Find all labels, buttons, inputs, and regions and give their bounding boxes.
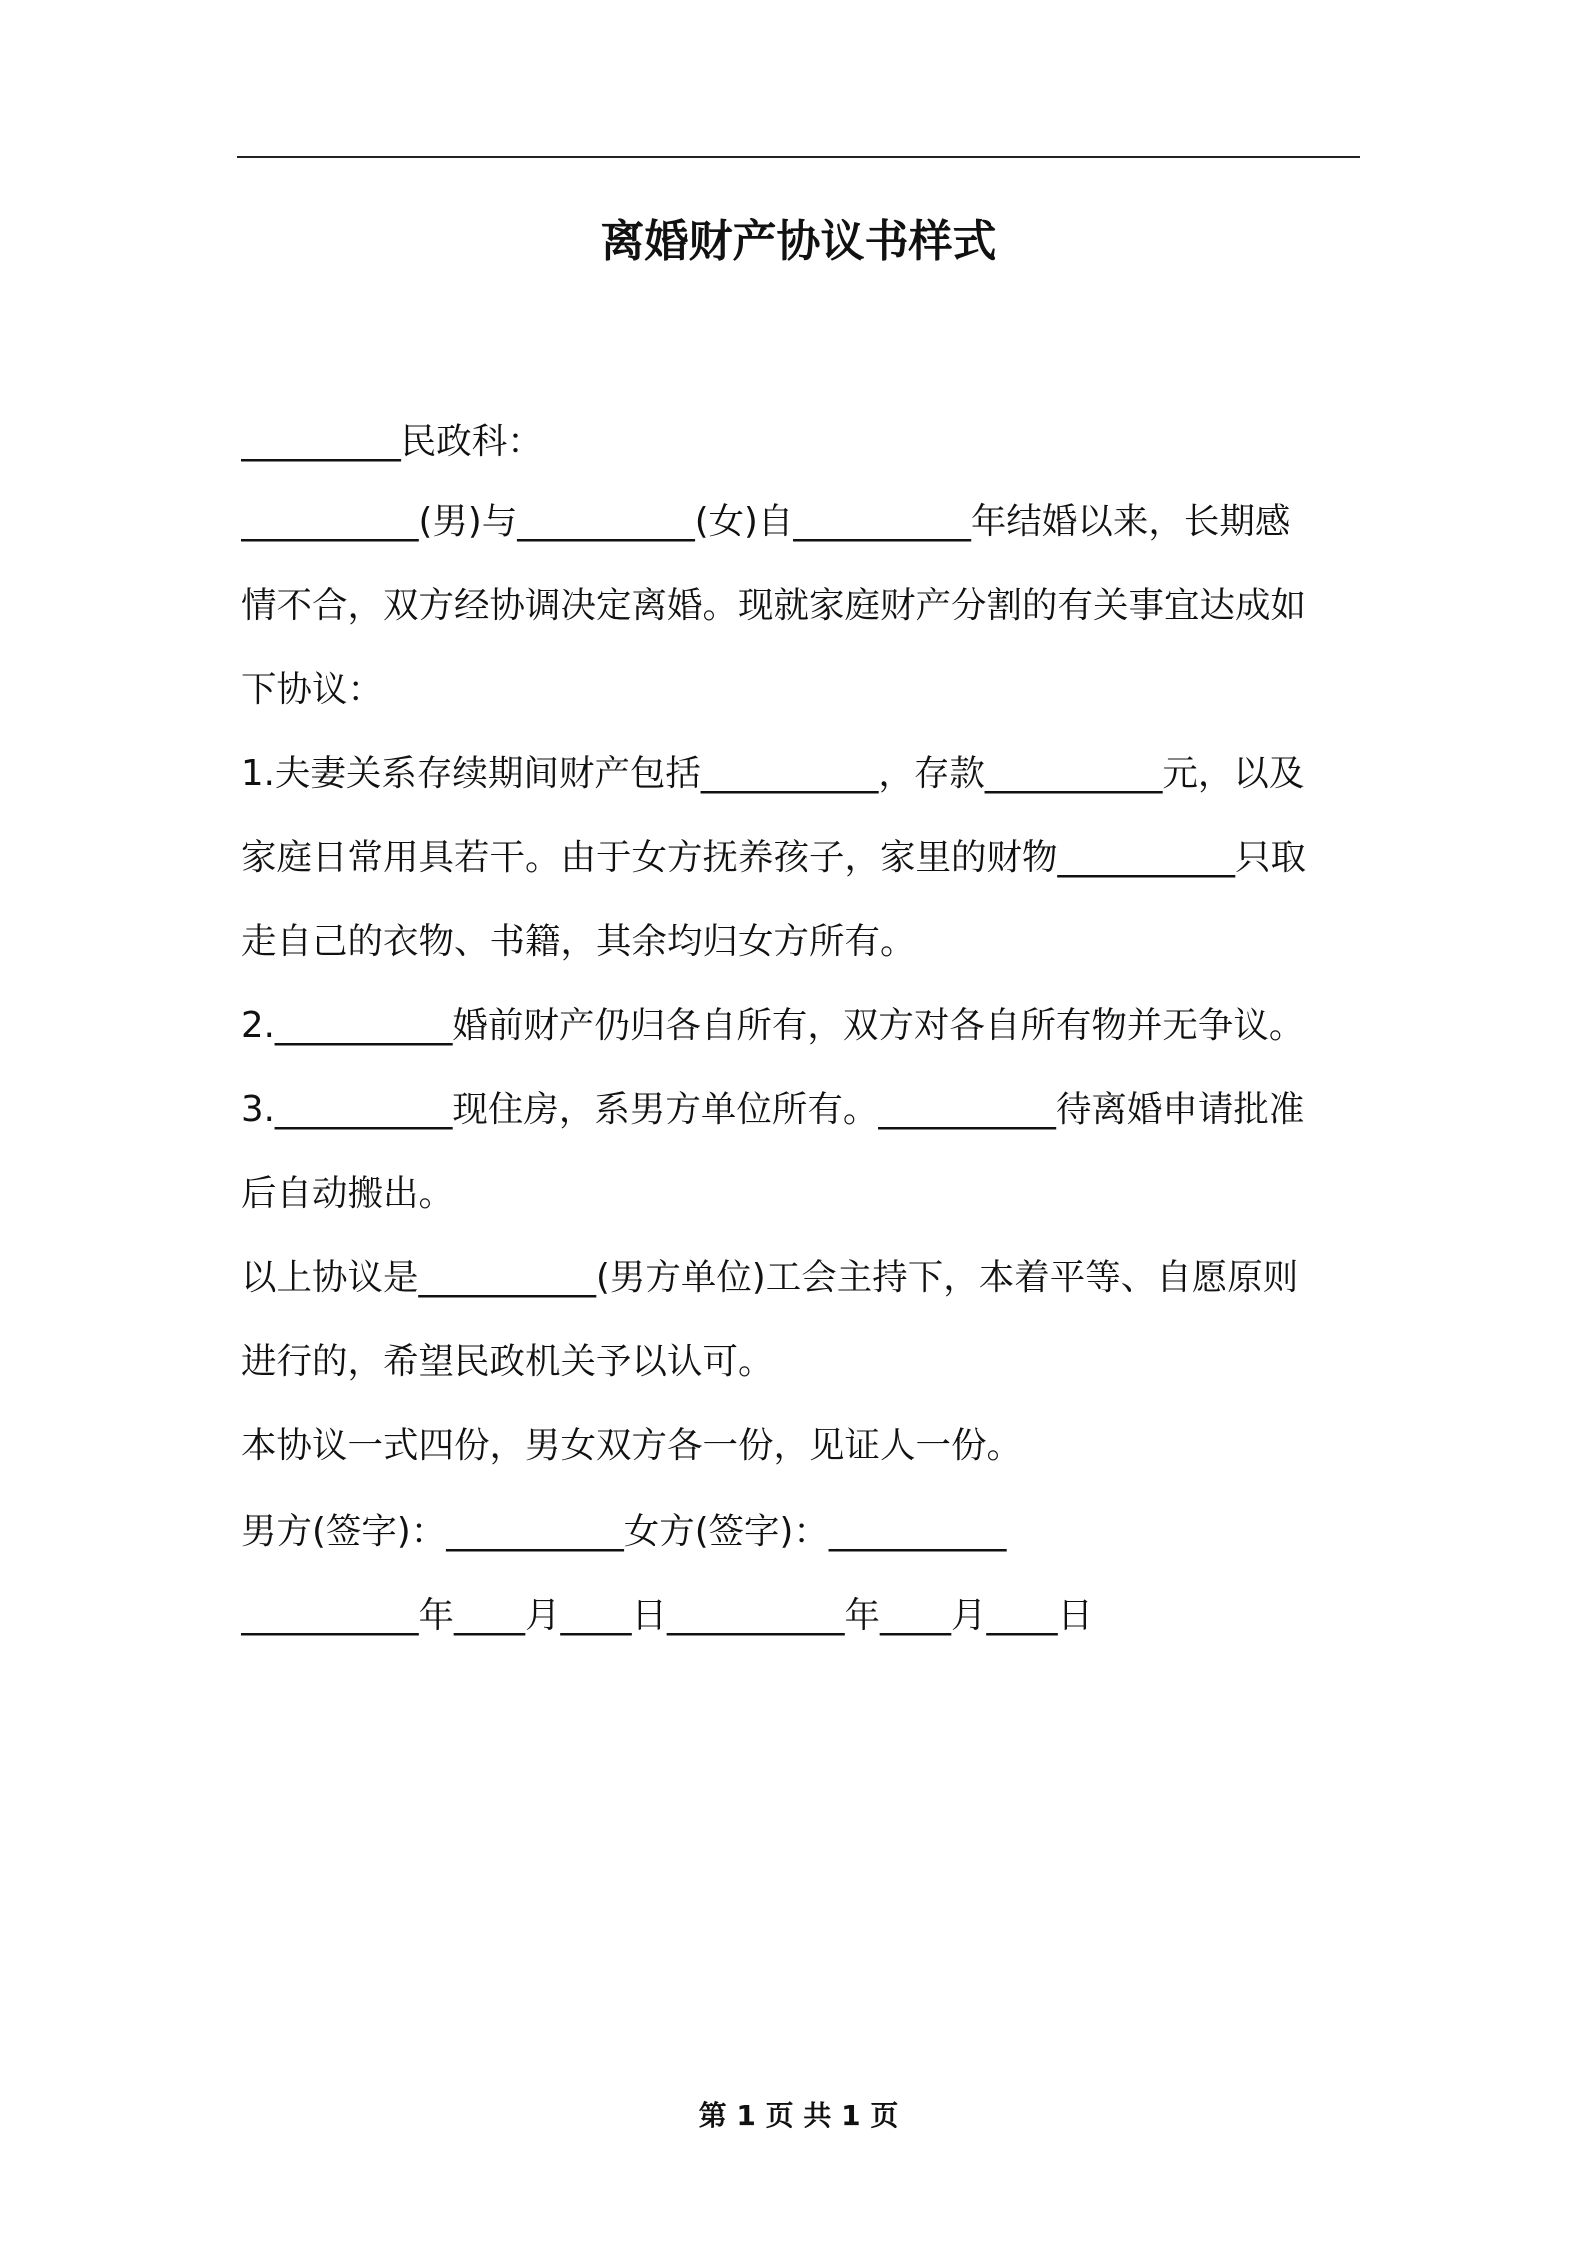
document-body <box>241 400 1361 484</box>
document-title: 离婚财产协议书样式 <box>600 216 997 267</box>
header-rule <box>237 156 1360 158</box>
text-line: 走自己的衣物、书籍，其余均归女方所有。 <box>241 921 916 962</box>
clause-2-line <box>241 984 1361 1068</box>
text-line: 下协议： <box>241 669 384 710</box>
addressee-line <box>241 400 1361 484</box>
text-line: 后自动搬出。 <box>241 1173 455 1214</box>
text-line: 1.夫妻关系存续期间财产包括__________，存款__________元，以及 <box>241 753 1305 794</box>
signature-line <box>241 1490 1361 1574</box>
clause-3-line <box>241 1152 1361 1236</box>
paragraph-line <box>241 648 1361 732</box>
text-line: _________民政科： <box>241 421 543 462</box>
paragraph-line <box>241 480 1361 564</box>
clause-1-line <box>241 816 1361 900</box>
clause-3-line <box>241 1068 1361 1152</box>
clause-1-line <box>241 732 1361 816</box>
text-line: 本协议一式四份，男女双方各一份，见证人一份。 <box>241 1425 1023 1466</box>
text-line: 情不合，双方经协调决定离婚。现就家庭财产分割的有关事宜达成如 <box>241 585 1307 626</box>
paragraph-line <box>241 564 1361 648</box>
text-line: 男方(签字)：__________女方(签字)：__________ <box>241 1511 1007 1552</box>
closing-line <box>241 1320 1361 1404</box>
page-number-footer: 第 1 页 共 1 页 <box>698 2099 899 2132</box>
text-line: 2.__________婚前财产仍归各自所有，双方对各自所有物并无争议。 <box>241 1005 1305 1046</box>
text-line: __________年____月____日__________年____月____日 <box>241 1595 1094 1636</box>
text-line: 3.__________现住房，系男方单位所有。__________待离婚申请批准 <box>241 1089 1305 1130</box>
text-line: 以上协议是__________(男方单位)工会主持下，本着平等、自愿原则 <box>241 1257 1299 1298</box>
signature-block <box>241 1490 1361 1658</box>
document-body-main <box>241 480 1361 1488</box>
closing-line <box>241 1236 1361 1320</box>
date-line <box>241 1574 1361 1658</box>
copies-line <box>241 1404 1361 1488</box>
text-line: __________(男)与__________(女)自__________年结婚以来，长期感 <box>241 501 1291 542</box>
text-line: 家庭日常用具若干。由于女方抚养孩子，家里的财物__________只取 <box>241 837 1307 878</box>
clause-1-line <box>241 900 1361 984</box>
text-line: 进行的，希望民政机关予以认可。 <box>241 1341 774 1382</box>
